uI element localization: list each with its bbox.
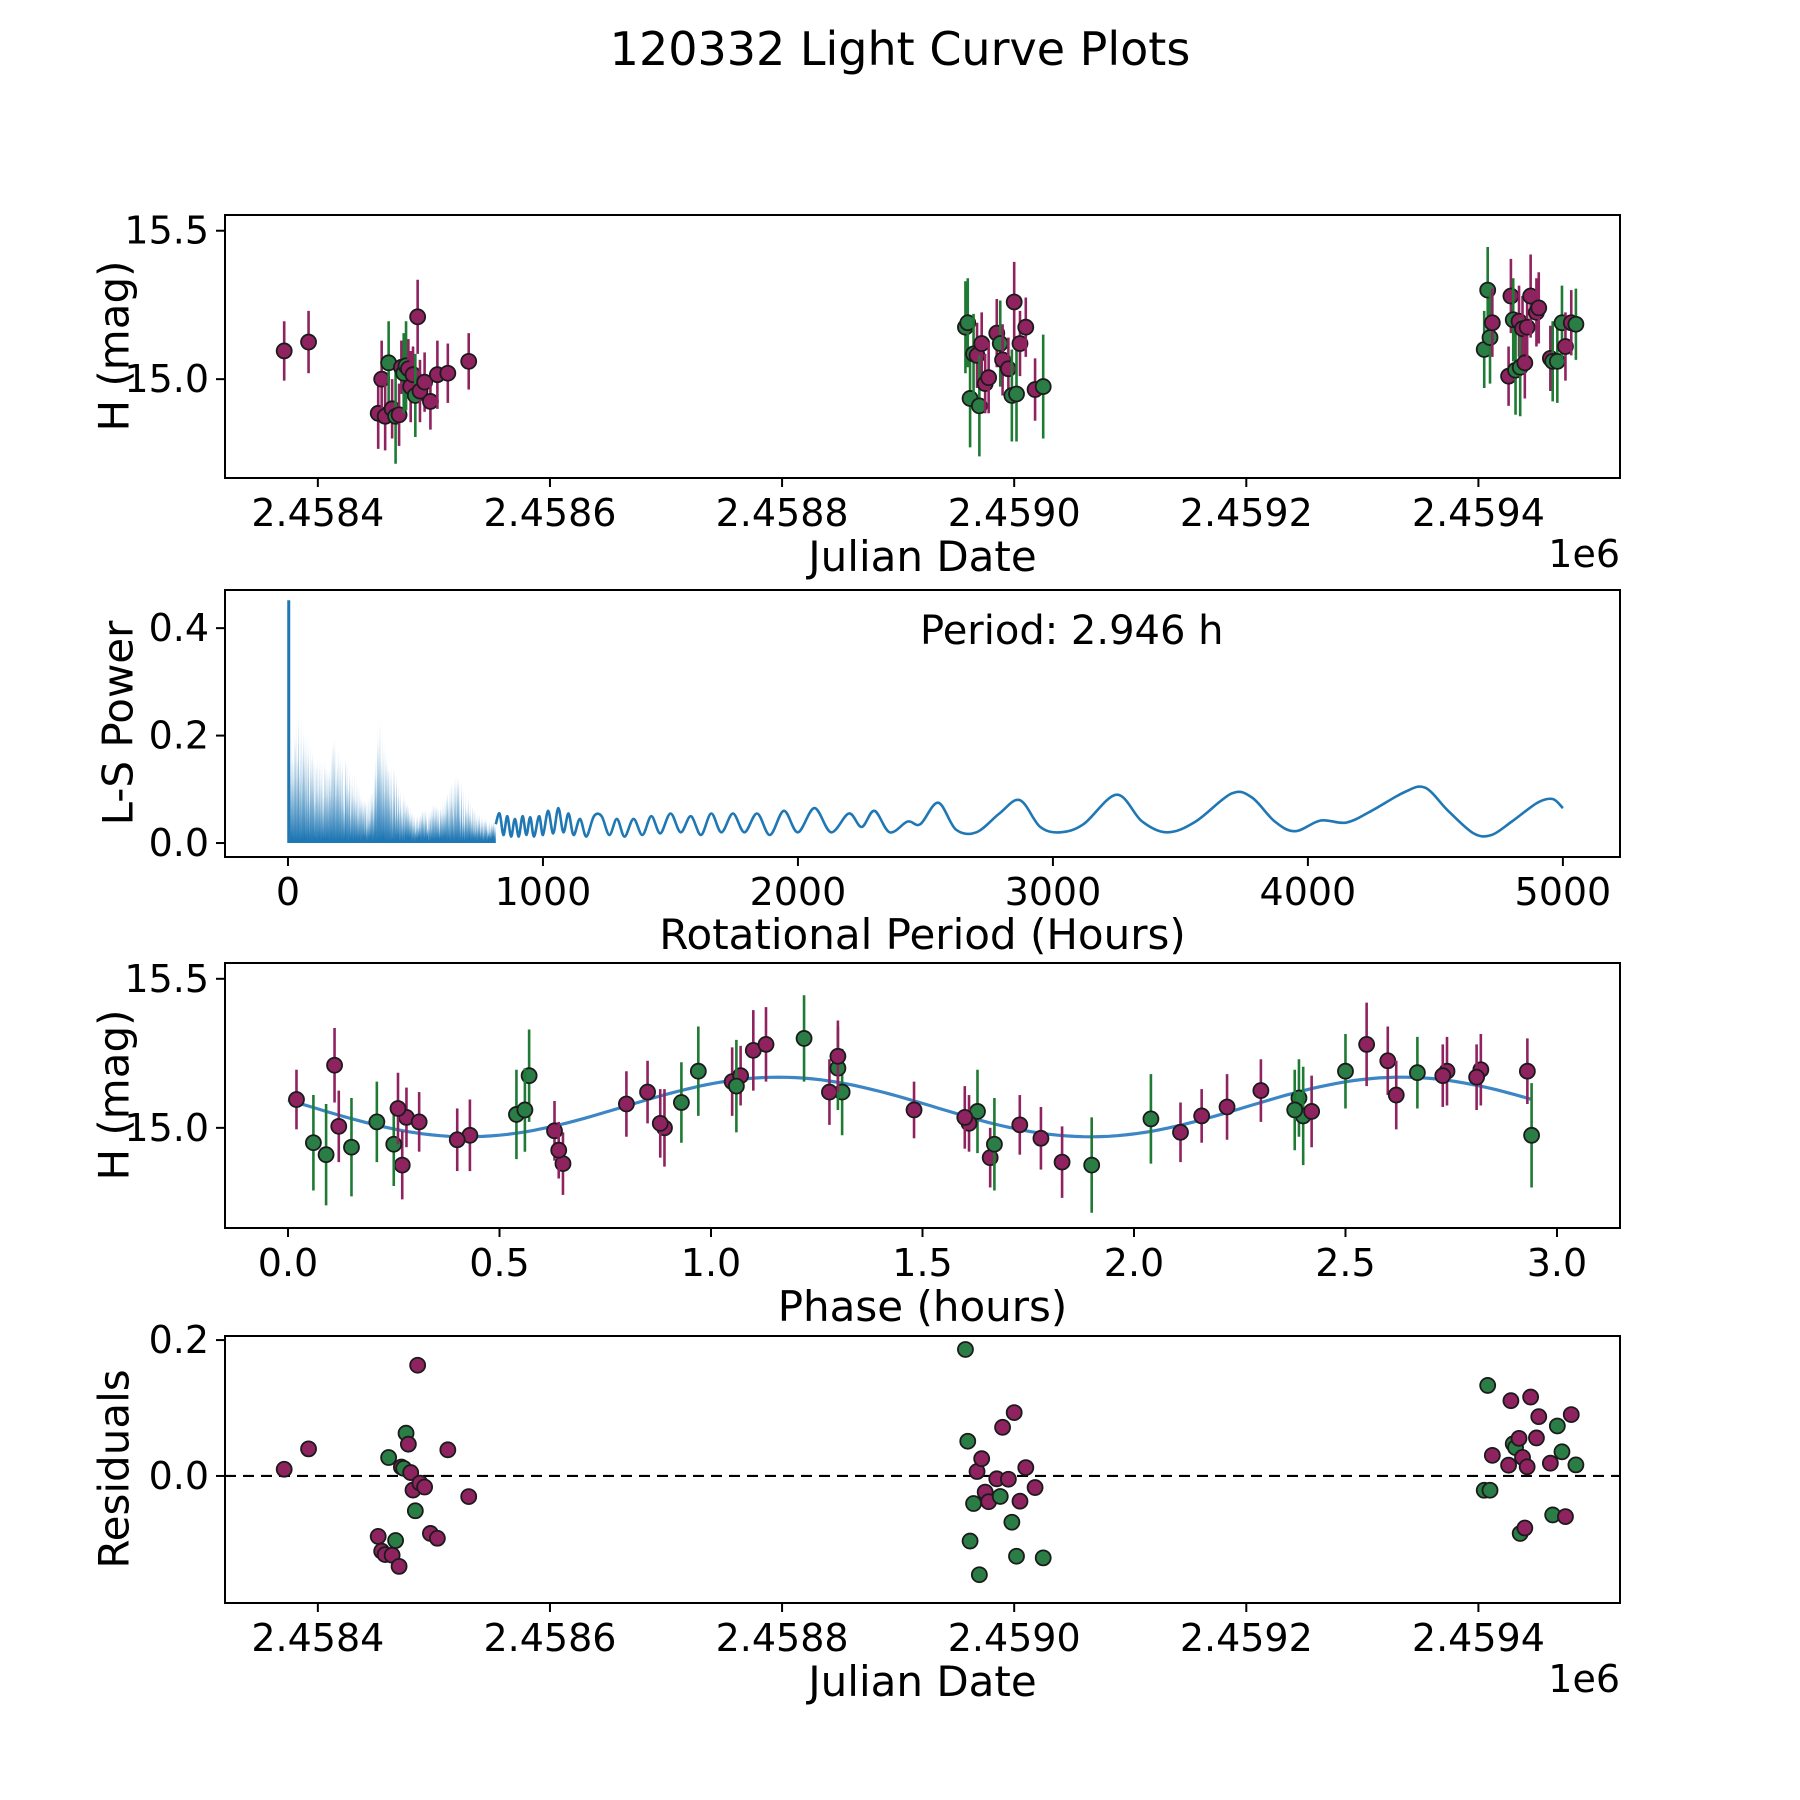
residual-point	[972, 1567, 987, 1582]
data-point	[440, 366, 455, 381]
data-point	[410, 309, 425, 324]
y-tick-label: 15.0	[124, 1105, 209, 1150]
data-point	[319, 1147, 334, 1162]
residual-point	[1028, 1480, 1043, 1495]
residual-point	[1523, 1390, 1538, 1405]
residual-points	[277, 1342, 1584, 1582]
data-point	[412, 1114, 427, 1129]
residual-point	[277, 1462, 292, 1477]
residual-point	[993, 1489, 1008, 1504]
residual-point	[1558, 1509, 1573, 1524]
data-point	[1359, 1037, 1374, 1052]
data-point	[391, 1101, 406, 1116]
data-point	[1469, 1070, 1484, 1085]
data-point	[374, 372, 389, 387]
data-point	[653, 1116, 668, 1131]
ax1-ylabel: H (mag)	[89, 260, 139, 432]
jd-light-curve-points	[277, 247, 1584, 464]
residual-point	[401, 1437, 416, 1452]
x-tick-label: 2.5	[1315, 1241, 1376, 1285]
data-point	[1194, 1108, 1209, 1123]
residual-point	[301, 1441, 316, 1456]
y-tick-label: 15.5	[124, 208, 209, 253]
data-point	[517, 1102, 532, 1117]
data-point	[907, 1102, 922, 1117]
data-point	[1009, 386, 1024, 401]
data-point	[691, 1064, 706, 1079]
residual-point	[974, 1451, 989, 1466]
x-tick-label: 2000	[749, 870, 847, 914]
ax4-xlabel: Julian Date	[808, 1657, 1037, 1706]
x-tick-label: 5000	[1514, 870, 1612, 914]
x-tick-label: 2.4594	[1411, 1616, 1545, 1660]
periodogram-curve	[496, 787, 1563, 837]
x-tick-label: 3000	[1004, 870, 1102, 914]
y-tick-label: 15.5	[124, 956, 209, 1001]
x-tick-label: 4000	[1259, 870, 1357, 914]
data-point	[306, 1135, 321, 1150]
data-point	[822, 1085, 837, 1100]
y-tick-label: 0.4	[148, 606, 209, 651]
data-point	[1036, 379, 1051, 394]
x-tick-label: 2.4590	[947, 1616, 1081, 1660]
data-point	[551, 1143, 566, 1158]
residual-point	[430, 1531, 445, 1546]
ax2-xlabel: Rotational Period (Hours)	[659, 910, 1186, 959]
residual-point	[1520, 1459, 1535, 1474]
residual-point	[1554, 1444, 1569, 1459]
residual-point	[1004, 1515, 1019, 1530]
residual-point	[461, 1489, 476, 1504]
residual-point	[960, 1434, 975, 1449]
x-tick-label: 0.5	[469, 1241, 530, 1285]
y-tick-label: 15.0	[124, 357, 209, 402]
data-point	[1435, 1068, 1450, 1083]
data-point	[1380, 1053, 1395, 1068]
residual-point	[1007, 1405, 1022, 1420]
x-tick-label: 2.4586	[483, 1616, 617, 1660]
data-point	[1517, 355, 1532, 370]
data-point	[277, 343, 292, 358]
ax4-offset-text: 1e6	[1548, 1657, 1620, 1701]
axes-spines	[225, 215, 1620, 478]
data-point	[1287, 1102, 1302, 1117]
data-point	[344, 1140, 359, 1155]
x-tick-label: 1000	[494, 870, 592, 914]
x-tick-label: 2.4588	[715, 491, 849, 535]
residual-point	[1531, 1409, 1546, 1424]
x-tick-label: 2.4586	[483, 491, 617, 535]
residual-point	[388, 1533, 403, 1548]
data-point	[289, 1092, 304, 1107]
data-point	[1055, 1155, 1070, 1170]
data-point	[993, 336, 1008, 351]
x-tick-label: 3.0	[1526, 1241, 1588, 1285]
residual-point	[440, 1442, 455, 1457]
data-point	[1084, 1158, 1099, 1173]
residual-point	[1012, 1494, 1027, 1509]
data-point	[729, 1079, 744, 1094]
x-tick-label: 0.0	[257, 1241, 319, 1285]
residual-point	[371, 1529, 386, 1544]
data-point	[1007, 294, 1022, 309]
data-point	[395, 1158, 410, 1173]
residual-point	[1009, 1549, 1024, 1564]
data-point	[327, 1058, 342, 1073]
residual-point	[1503, 1393, 1518, 1408]
y-tick-label: 0.0	[148, 1453, 209, 1498]
data-point	[1568, 317, 1583, 332]
data-point	[1485, 315, 1500, 330]
data-point	[619, 1096, 634, 1111]
y-tick-label: 0.0	[148, 821, 209, 866]
x-tick-label: 1.0	[680, 1241, 742, 1285]
residual-point	[958, 1342, 973, 1357]
residual-point	[1480, 1378, 1495, 1393]
axes-spines	[225, 963, 1620, 1228]
periodogram-period-annotation: Period: 2.946 h	[920, 608, 1224, 654]
data-point	[981, 370, 996, 385]
data-point	[423, 394, 438, 409]
data-point	[301, 335, 316, 350]
axes-spines	[225, 1336, 1620, 1603]
residual-point	[1550, 1418, 1565, 1433]
data-point	[1410, 1065, 1425, 1080]
data-point	[640, 1085, 655, 1100]
data-point	[1503, 289, 1518, 304]
data-point	[797, 1031, 812, 1046]
data-point	[450, 1132, 465, 1147]
data-point	[1033, 1131, 1048, 1146]
data-point	[957, 1110, 972, 1125]
x-tick-label: 2.0	[1103, 1241, 1165, 1285]
residual-point	[1564, 1407, 1579, 1422]
data-point	[1143, 1111, 1158, 1126]
x-tick-label: 2.4592	[1179, 491, 1313, 535]
residual-point	[1483, 1483, 1498, 1498]
residual-point	[381, 1450, 396, 1465]
periodogram-comb	[290, 711, 496, 843]
data-point	[331, 1119, 346, 1134]
residual-point	[995, 1420, 1010, 1435]
data-point	[1483, 330, 1498, 345]
x-tick-label: 2.4584	[251, 1616, 385, 1660]
ax4-ylabel: Residuals	[89, 1369, 139, 1569]
residual-point	[1512, 1431, 1527, 1446]
ax3-xlabel: Phase (hours)	[777, 1282, 1068, 1331]
x-tick-label: 2.4590	[947, 491, 1081, 535]
data-point	[1338, 1064, 1353, 1079]
data-point	[1520, 1064, 1535, 1079]
data-point	[1531, 300, 1546, 315]
residual-point	[392, 1559, 407, 1574]
data-point	[974, 336, 989, 351]
residual-point	[417, 1480, 432, 1495]
y-tick-label: 0.2	[148, 713, 209, 758]
data-point	[461, 354, 476, 369]
residual-point	[1529, 1430, 1544, 1445]
data-point	[1520, 320, 1535, 335]
data-point	[1173, 1125, 1188, 1140]
residual-point	[1001, 1472, 1016, 1487]
residual-point	[963, 1534, 978, 1549]
x-tick-label: 2.4588	[715, 1616, 849, 1660]
data-point	[1220, 1099, 1235, 1114]
residual-point	[408, 1503, 423, 1518]
residual-point	[1036, 1550, 1051, 1565]
x-tick-label: 1.5	[892, 1241, 953, 1285]
ax1-xlabel: Julian Date	[808, 532, 1037, 581]
ax3-ylabel: H (mag)	[89, 1009, 139, 1181]
ax2-ylabel: L-S Power	[93, 620, 143, 826]
residual-point	[1485, 1448, 1500, 1463]
data-point	[987, 1137, 1002, 1152]
page-title: 120332 Light Curve Plots	[609, 22, 1191, 76]
data-point	[758, 1037, 773, 1052]
data-point	[1001, 361, 1016, 376]
data-point	[830, 1049, 845, 1064]
data-point	[1018, 320, 1033, 335]
residual-point	[1517, 1521, 1532, 1536]
data-point	[1524, 1128, 1539, 1143]
ax1-offset-text: 1e6	[1548, 532, 1620, 576]
x-tick-label: 2.4584	[251, 491, 385, 535]
residual-point	[410, 1358, 425, 1373]
residual-point	[1018, 1460, 1033, 1475]
residual-point	[1543, 1456, 1558, 1471]
residual-point	[1568, 1457, 1583, 1472]
data-point	[1304, 1104, 1319, 1119]
phased-points	[289, 995, 1539, 1213]
x-tick-label: 2.4594	[1411, 491, 1545, 535]
residual-point	[966, 1496, 981, 1511]
data-point	[1012, 1117, 1027, 1132]
x-tick-label: 2.4592	[1179, 1616, 1313, 1660]
data-point	[1389, 1088, 1404, 1103]
y-tick-label: 0.2	[148, 1318, 209, 1363]
x-tick-label: 0	[275, 870, 301, 914]
data-point	[1253, 1083, 1268, 1098]
data-point	[674, 1095, 689, 1110]
data-point	[369, 1114, 384, 1129]
residual-point	[1501, 1458, 1516, 1473]
